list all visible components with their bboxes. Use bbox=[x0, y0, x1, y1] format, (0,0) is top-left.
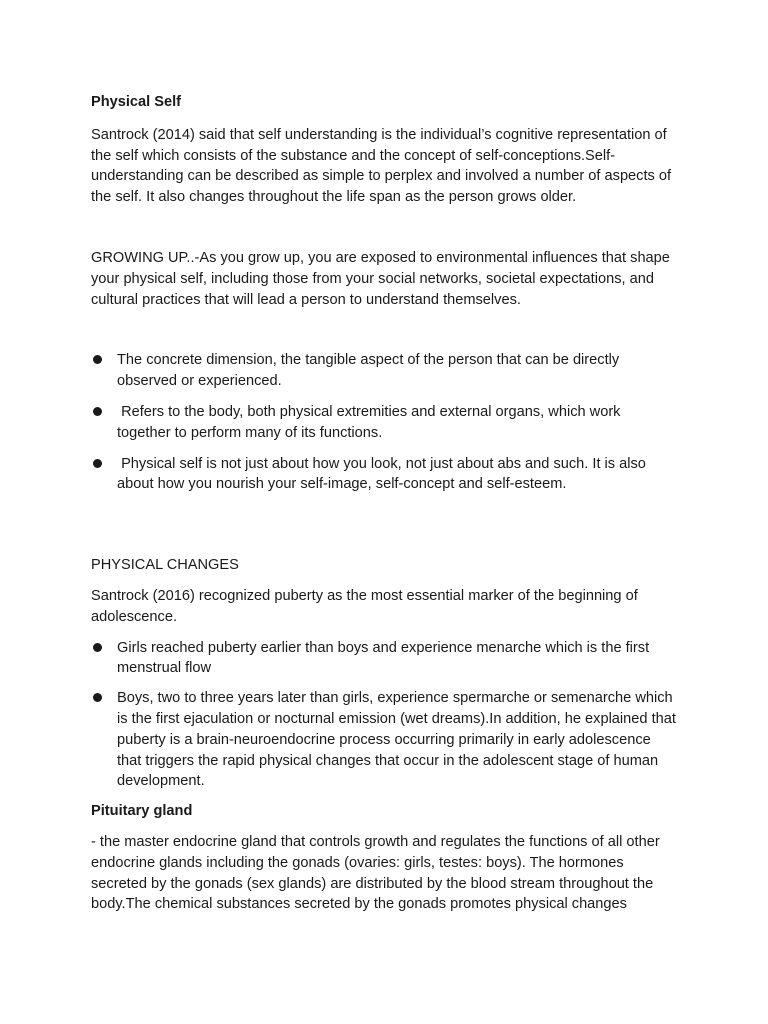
list-item bbox=[91, 688, 678, 792]
list-item-text: Refers to the body, both physical extremities and external organs, which work together to perform many of its functions. bbox=[117, 403, 625, 441]
bullet-icon bbox=[93, 693, 102, 702]
heading-pituitary-gland: Pituitary gland bbox=[91, 803, 193, 820]
list-item bbox=[91, 454, 678, 496]
bullet-icon bbox=[93, 407, 102, 416]
bullet-icon bbox=[93, 643, 102, 652]
paragraph-growing-up: GROWING UP..-As you grow up, you are exposed to environmental influences that shape your physical self, including those from your social networks, societal expectations, and cultural practices that will lead a person to understand themselves. bbox=[91, 249, 670, 308]
paragraph-puberty-marker: Santrock (2016) recognized puberty as the most essential marker of the beginning of adolescence. bbox=[91, 587, 638, 625]
list-item bbox=[91, 350, 678, 392]
physical-self-bullet-list bbox=[91, 350, 678, 495]
list-item-text: Boys, two to three years later than girls, experience spermarche or semenarche which is the first ejaculation or nocturnal emission (wet dreams).In addition, he explained that puberty is a brain-neuroendocrine process occurring primarily in early adolescence that triggers the rapid physical changes that occur in the adolescent stage of human development. bbox=[117, 690, 676, 790]
list-item-text: Physical self is not just about how you look, not just about abs and such. It is also about how you nourish your self-image, self-concept and self-esteem. bbox=[117, 455, 650, 493]
heading-physical-changes: PHYSICAL CHANGES bbox=[91, 557, 239, 574]
bullet-icon bbox=[93, 459, 102, 468]
list-item-text: The concrete dimension, the tangible aspect of the person that can be directly observed or experienced. bbox=[117, 352, 620, 390]
list-item-text: Girls reached puberty earlier than boys and experience menarche which is the first menstrual flow bbox=[117, 639, 650, 677]
puberty-bullet-list bbox=[91, 638, 678, 793]
list-item bbox=[91, 638, 678, 680]
paragraph-pituitary-gland: - the master endocrine gland that controls growth and regulates the functions of all other endocrine glands including the gonads (ovaries: girls, testes: boys). The hormones secreted by the gonads (sex glands) are distributed by the blood stream throughout the body.The chemical substances secreted by the gonads promotes physical changes bbox=[91, 833, 660, 913]
paragraph-self-understanding: Santrock (2014) said that self understanding is the individual’s cognitive representation of the self which consists of the substance and the concept of self-conceptions.Self-understanding can be described as simple to perplex and involved a number of aspects of the self. It also changes throughout the life span as the person grows older. bbox=[91, 126, 672, 206]
list-item bbox=[91, 402, 678, 444]
bullet-icon bbox=[93, 355, 102, 364]
heading-physical-self: Physical Self bbox=[91, 94, 182, 110]
